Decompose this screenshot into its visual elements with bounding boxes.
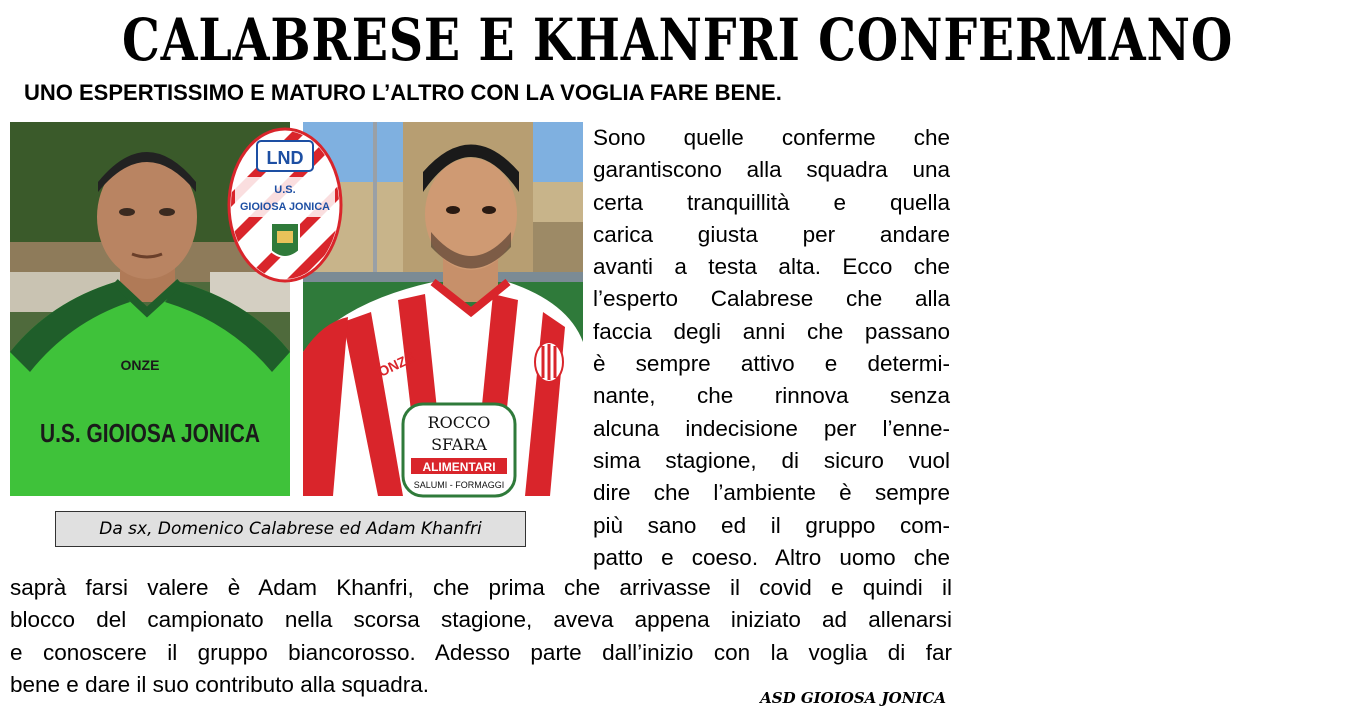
left-shirt-brand: ONZE (120, 357, 160, 373)
body-line: nante, che rinnova senza (593, 383, 950, 409)
body-line: Sono quelle conferme che (593, 125, 950, 150)
right-shirt-brand: ONZE (375, 348, 418, 380)
left-shirt-text: U.S. GIOIOSA JONICA (40, 418, 261, 448)
badge-club-line-1: U.S. (274, 184, 296, 196)
photo-khanfri (303, 122, 583, 496)
article-body-bottom (10, 572, 952, 701)
body-line: dire che l’ambiente è sempre (593, 480, 950, 506)
article-subheadline: UNO ESPERTISSIMO E MATURO L’ALTRO CON LA VOGLIA FARE BENE. (24, 80, 782, 105)
photo-caption: Da sx, Domenico Calabrese ed Adam Khanfri (55, 511, 526, 547)
body-line: carica giusta per andare (593, 221, 950, 247)
body-line: blocco del campionato nella scorsa stagione, aveva appena iniziato ad allenarsi (10, 607, 952, 633)
body-line: alcuna indecisione per l’enne- (593, 415, 950, 441)
article-signature: ASD GIOIOSA JONICA (760, 689, 946, 707)
body-line: più sano ed il gruppo com- (593, 512, 950, 538)
club-badge (227, 127, 343, 283)
headline-text: CALABRESE E KHANFRI CONFERMANO (121, 6, 1234, 74)
club-badge-logo (227, 127, 343, 283)
body-line: e conoscere il gruppo biancorosso. Adesso parte dall’inizio con la voglia di far (10, 639, 952, 665)
body-line: garantiscono alla squadra una (593, 157, 950, 183)
sponsor-line-3: ALIMENTARI (422, 460, 496, 474)
body-line: sima stagione, di sicuro vuol (593, 447, 950, 473)
photo-khanfri-image (303, 122, 583, 496)
body-line: patto e coeso. Altro uomo che (593, 544, 950, 570)
article-headline (0, 4, 1234, 76)
body-line: è sempre attivo e determi- (593, 351, 950, 377)
body-line: faccia degli anni che passano (593, 318, 950, 344)
body-line: l’esperto Calabrese che alla (593, 286, 950, 312)
sponsor-line-4: SALUMI - FORMAGGI (413, 480, 505, 490)
body-line: certa tranquillità e quella (593, 189, 950, 215)
body-line: saprà farsi valere è Adam Khanfri, che prima che arrivasse il covid e quindi il (10, 575, 952, 600)
article-body-side (593, 122, 950, 570)
badge-league: LND (266, 148, 304, 168)
body-line: bene e dare il suo contributo alla squadra. (10, 671, 430, 697)
badge-club-line-2: GIOIOSA JONICA (240, 201, 331, 213)
sponsor-line-1: ROCCO (427, 413, 491, 432)
body-line: avanti a testa alta. Ecco che (593, 254, 950, 280)
sponsor-line-2: SFARA (431, 435, 487, 454)
